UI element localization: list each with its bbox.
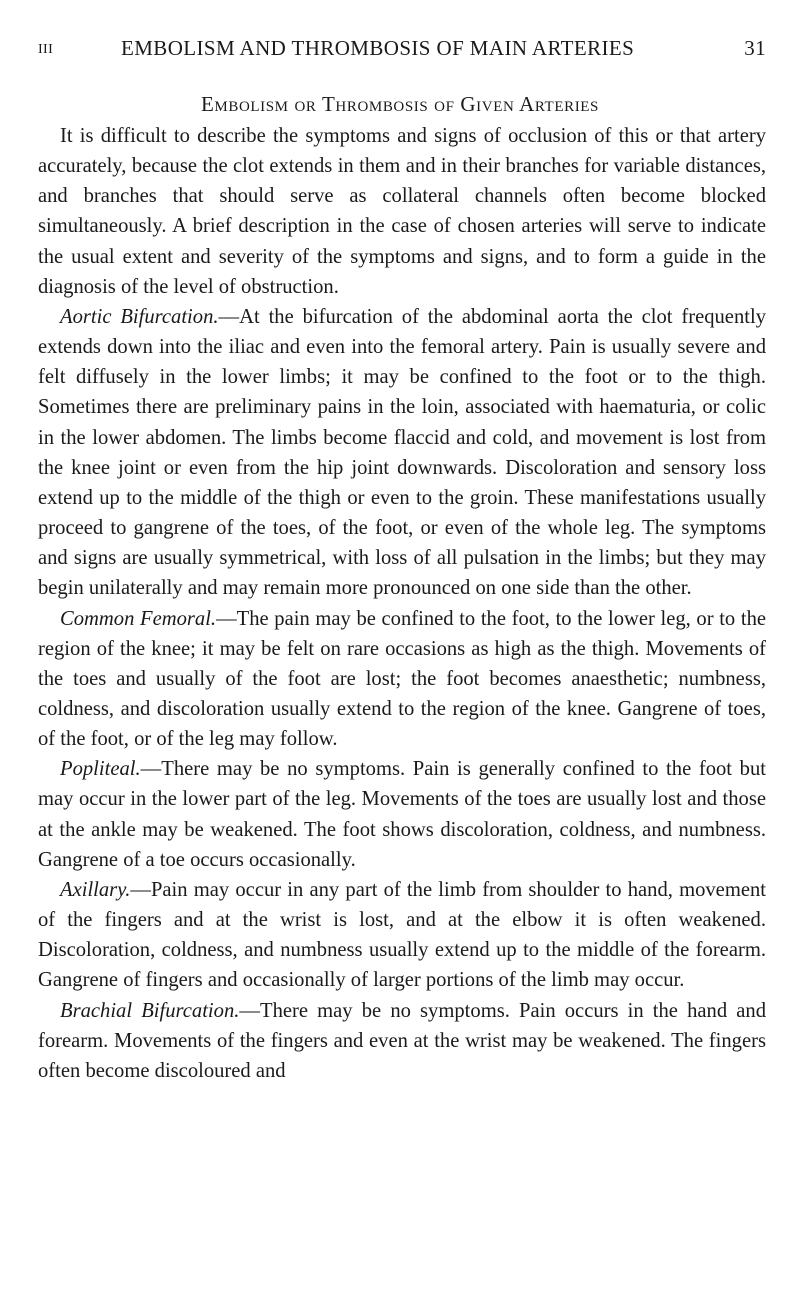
paragraph-intro xyxy=(38,121,766,302)
paragraph-axillary xyxy=(38,875,766,996)
paragraph-title: Popliteal. xyxy=(60,758,141,781)
paragraph-aortic-bifurcation xyxy=(38,302,766,604)
running-title: EMBOLISM AND THROMBOSIS OF MAIN ARTERIES xyxy=(121,36,635,60)
paragraph-text: —At the bifurcation of the abdominal aorta the clot frequently extends down into the iliac and even into the femoral artery. Pain is usually severe and felt diffusely in the lower limbs; it may be confined to the foot or to the thigh. Sometimes there are preliminary pains in the loin, associated with haematuria, or colic in the lower abdomen. The limbs become flaccid and cold, and movement is lost from the knee joint or even from the hip joint downwards. Discoloration and sensory loss extend up to the middle of the thigh or even to the groin. These manifestations usually proceed to gangrene of the toes, of the foot, or even of the whole leg. The symptoms and signs are usually symmetrical, with loss of all pulsation in the limbs; but they may begin unilaterally and may remain more pronounced on one side than the other. xyxy=(38,305,766,600)
paragraph-popliteal xyxy=(38,754,766,875)
running-head xyxy=(38,36,766,68)
paragraph-text: —Pain may occur in any part of the limb from shoulder to hand, movement of the fingers and at the wrist is lost, and at the elbow it is often weakened. Discoloration, coldness, and numbness usually extend up to the middle of the forearm. Gangrene of fingers and occasionally of larger portions of the limb may occur. xyxy=(38,878,766,992)
paragraph-text: —The pain may be confined to the foot, to the lower leg, or to the region of the knee; it may be felt on rare occasions as high as the thigh. Movements of the toes and usually of the foot are lost; the foot becomes anaesthetic; numbness, coldness, and discoloration usually extend to the region of the knee. Gangrene of toes, of the foot, or of the leg may follow. xyxy=(38,607,767,751)
paragraph-title: Brachial Bifurcation. xyxy=(60,999,240,1022)
chapter-number: iii xyxy=(38,36,54,58)
paragraph-text: —There may be no symptoms. Pain is generally confined to the foot but may occur in the lower part of the leg. Movements of the toes are usually lost and those at the ankle may be weakened. The foot shows discoloration, coldness, and numbness. Gangrene of a toe occurs occasionally. xyxy=(38,758,766,871)
body-text xyxy=(38,121,766,1086)
paragraph-title: Aortic Bifurcation. xyxy=(60,305,219,328)
paragraph-text: It is difficult to describe the symptoms and signs of occlusion of this or that artery accurately, because the clot extends in them and in their branches for variable distances, and branches that should serve as collateral channels often become blocked simultaneously. A brief description in the case of chosen arteries will serve to indicate the usual extent and severity of the symptoms and signs, and to form a guide in the diagnosis of the level of obstruction. xyxy=(38,125,766,298)
paragraph-title: Axillary. xyxy=(60,878,131,901)
paragraph-text: —There may be no symptoms. Pain occurs in the hand and forearm. Movements of the fingers and even at the wrist may be weakened. The fingers often become discoloured and xyxy=(38,999,766,1082)
paragraph-brachial-bifurcation xyxy=(38,996,766,1086)
paragraph-title: Common Femoral. xyxy=(60,607,217,630)
section-heading: Embolism or Thrombosis of Given Arteries xyxy=(200,92,599,116)
paragraph-common-femoral xyxy=(38,604,766,755)
page-number: 31 xyxy=(744,36,766,60)
